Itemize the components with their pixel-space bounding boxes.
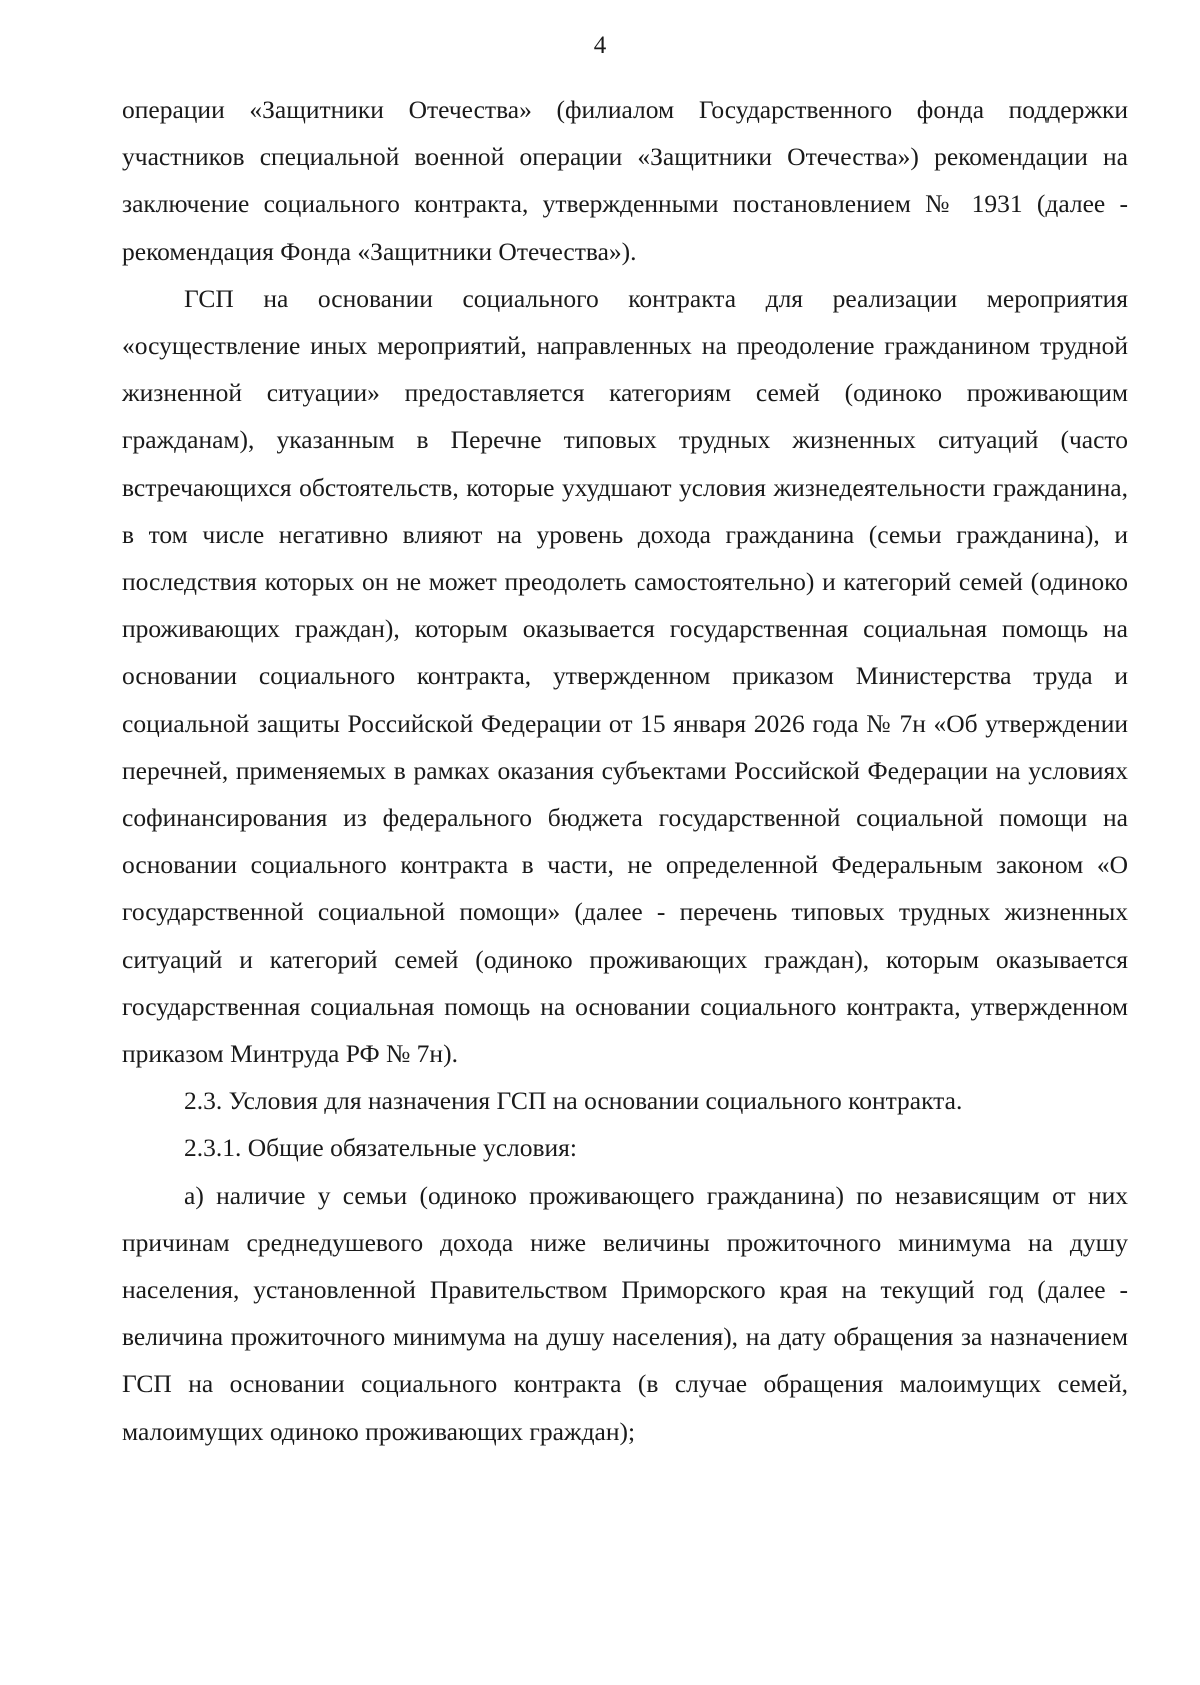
paragraph-condition-a: а) наличие у семьи (одиноко проживающего гражданина) по независящим от них причинам среднедушевого дохода ниже величины прожиточного минимума на душу населения, установленной Правительством Приморского края на текущий год (далее - величина прожиточного минимума на душу населения), на дату обращения за назначением ГСП на основании социального контракта (в случае обращения малоимущих семей, малоимущих одиноко проживающих граждан);: [122, 1180, 1128, 1446]
section-heading-2-3-1: 2.3.1. Общие обязательные условия:: [184, 1133, 577, 1163]
page-number: 4: [593, 32, 607, 59]
section-heading-2-3: 2.3. Условия для назначения ГСП на основании социального контракта.: [184, 1086, 963, 1116]
paragraph-gsp-categories: ГСП на основании социального контракта для реализации мероприятия «осуществление иных мероприятий, направленных на преодоление гражданином трудной жизненной ситуации» предоставляется категориям семей (одиноко проживающим гражданам), указанным в Перечне типовых трудных жизненных ситуаций (часто встречающихся обстоятельств, которые ухудшают условия жизнедеятельности гражданина, в том числе негативно влияют на уровень дохода гражданина (семьи гражданина), и последствия которых он не может преодолеть самостоятельно) и категорий семей (одиноко проживающих граждан), которым оказывается государственная социальная помощь на основании социального контракта, утвержденном приказом Министерства труда и социальной защиты Российской Федерации от 15 января 2026 года № 7н «Об утверждении перечней, применяемых в рамках оказания субъектами Российской Федерации на условиях софинансирования из федерального бюджета государственной социальной помощи на основании социального контракта в части, не определенной Федеральным законом «О государственной социальной помощи» (далее - перечень типовых трудных жизненных ситуаций и категорий семей (одиноко проживающих граждан), которым оказывается государственная социальная помощь на основании социального контракта, утвержденном приказом Минтруда РФ № 7н).: [122, 283, 1128, 1069]
paragraph-continuation: операции «Защитники Отечества» (филиалом Государственного фонда поддержки участников специальной военной операции «Защитники Отечества») рекомендации на заключение социального контракта, утвержденными постановлением № 1931 (далее - рекомендация Фонда «Защитники Отечества»).: [122, 95, 1128, 266]
document-body: [122, 86, 1128, 1455]
